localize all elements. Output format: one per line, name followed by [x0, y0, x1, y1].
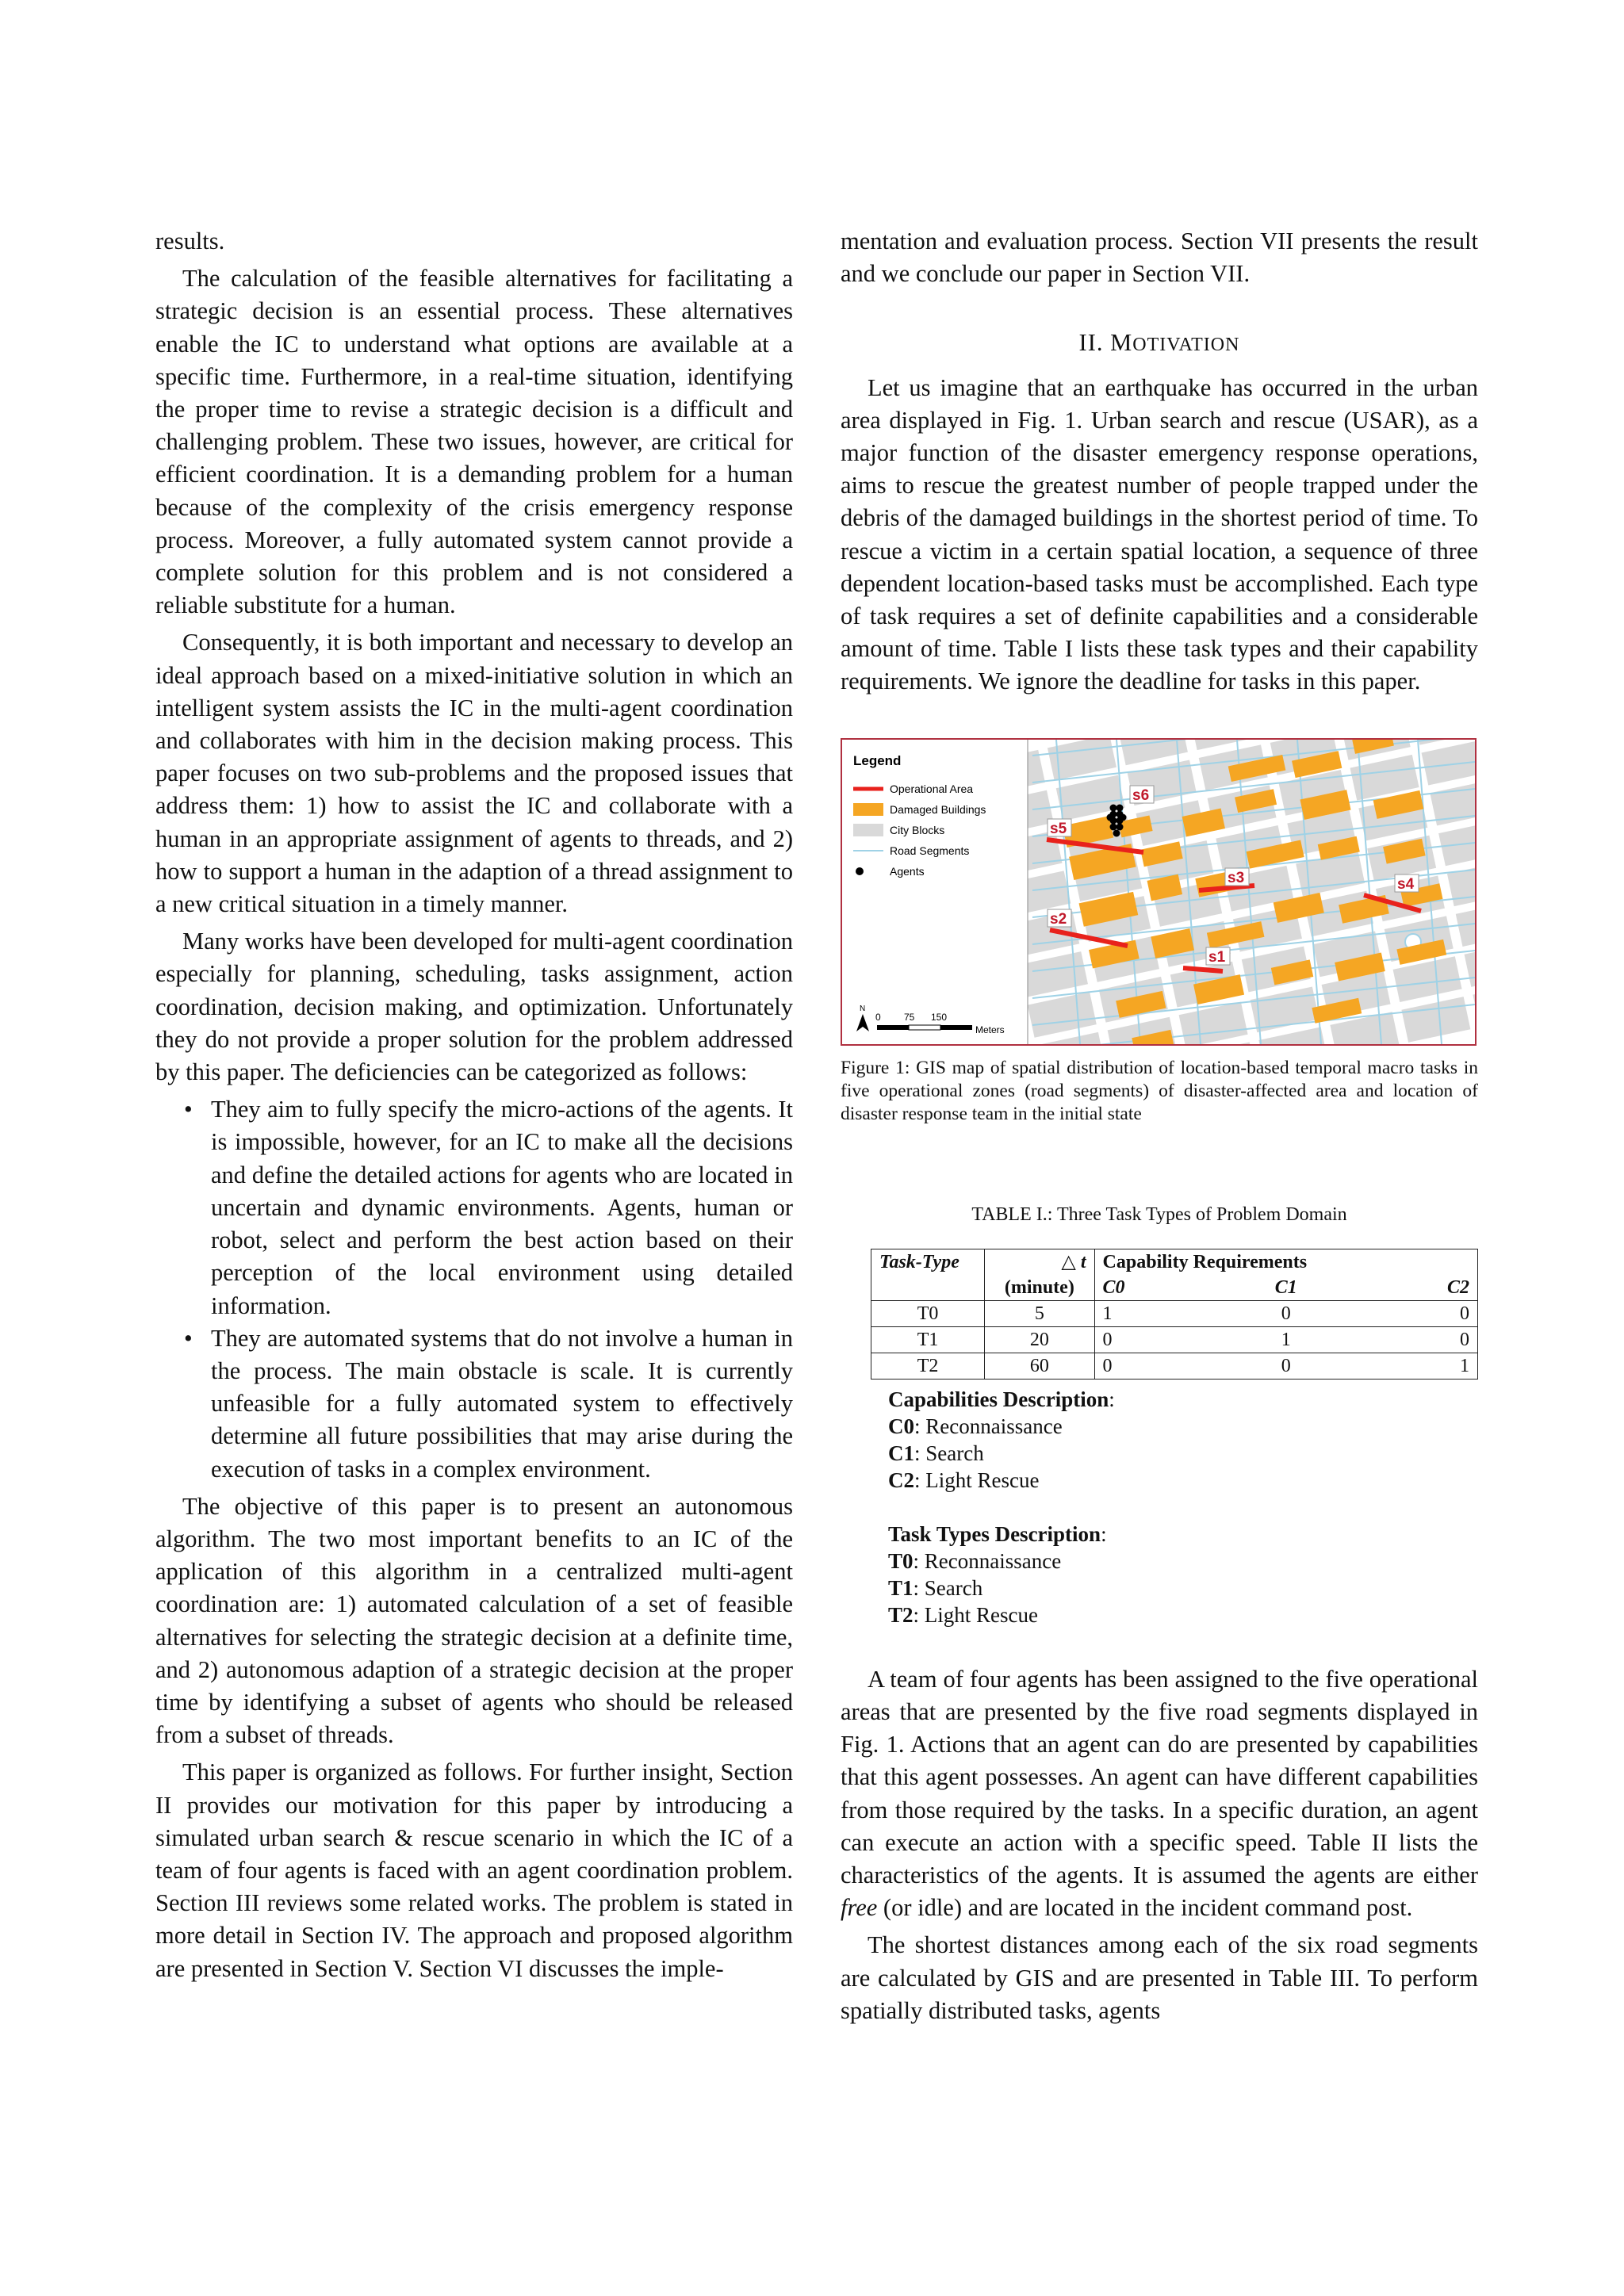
scale-bar — [877, 1025, 972, 1030]
north-label: N — [860, 1004, 866, 1013]
segment-label-s5: s5 — [1050, 820, 1067, 837]
list-item: C0: Reconnaissance — [888, 1414, 1063, 1438]
task-types-description-title: Task Types Description: — [888, 1521, 1107, 1546]
legend-label: Damaged Buildings — [890, 802, 986, 816]
bullet-icon: • — [184, 1096, 193, 1123]
bullet-icon: • — [184, 1324, 193, 1352]
paragraph-shortest-distances: The shortest distances among each of the six road segments are calculated by GIS and are presented in Table III. To perform spatially distributed tasks, agents — [841, 1931, 1478, 2024]
legend-label: City Blocks — [890, 823, 945, 836]
paragraph-feasible-alternatives: The calculation of the feasible alternatives for facilitating a strategic decision is an essential process. These alternatives enable the IC to understand what options are available at a specific time. Furthermore, in a real-time situation, identifying the proper time to revise a strategic decision is a difficult and challenging problem. These two issues, however, are critical for efficient coordination. It is a demanding problem for a human because of the complexity of the crisis emergency response process. Moreover, a fully automated system cannot provide a complete solution for this problem and is not considered a reliable substitute for a human. — [155, 265, 793, 619]
figure-caption: Figure 1: GIS map of spatial distribution of location-based temporal macro tasks in five operational zones (road segments) of disaster-affected area and location of disaster response team in the initial state — [841, 1057, 1478, 1124]
task-types-table — [871, 1249, 1478, 1380]
list-item: C1: Search — [888, 1441, 984, 1465]
list-item: T2: Light Rescue — [888, 1602, 1038, 1627]
segment-label-s3: s3 — [1228, 869, 1245, 886]
paragraph-mixed-initiative: Consequently, it is both important and necessary to develop an ideal approach based on a mixed-initiative solution in which an intelligent system assists the IC in the multi-agent coordination and collaborates with him in the decision making process. This paper focuses on two sub-problems and the proposed issues that address them: 1) how to assist the IC and collaborate with a human in an appropriate assignment of agents to threads, and 2) how to support a human in the adaption of a thread assignment to a new critical situation in a timely manner. — [155, 629, 793, 918]
legend-swatch-damaged — [853, 803, 883, 816]
operational-area-s1 — [1183, 968, 1223, 971]
agent-marker — [1110, 823, 1117, 830]
legend-label: Operational Area — [890, 782, 974, 795]
header-c0: C0 — [1094, 1275, 1222, 1301]
header-task-type: Task-Type — [871, 1249, 985, 1275]
table-row: T1 20 0 1 0 — [871, 1326, 1478, 1353]
list-item: T0: Reconnaissance — [888, 1548, 1062, 1573]
right-column — [841, 225, 1478, 2027]
paragraph-team-agents: A team of four agents has been assigned to the five operational areas that are presented by the five road segments displayed in Fig. 1. Actions that an agent can do are presented by capabilities that this agent possesses. An agent can have different capabilities from those required by the tasks. In a specific duration, an agent can execute an action with a specific speed. Table II lists the characteristics of the agents. It is assumed the agents are either free (or idle) and are located in the incident command post. — [841, 1665, 1478, 1922]
list-item: C2: Light Rescue — [888, 1468, 1040, 1492]
header-c1: C1 — [1222, 1275, 1350, 1301]
deficiency-list — [155, 1093, 793, 1485]
header-capability-requirements: Capability Requirements — [1094, 1249, 1477, 1275]
agent-marker — [1116, 804, 1124, 811]
table-header-row-1 — [871, 1249, 1478, 1275]
gis-map-figure — [841, 738, 1477, 1046]
agent-marker — [1107, 813, 1114, 821]
left-column — [155, 225, 793, 1985]
scale-label-0: 0 — [875, 1011, 881, 1023]
agent-marker — [1116, 823, 1124, 830]
paragraph-earthquake-scenario: Let us imagine that an earthquake has occurred in the urban area displayed in Fig. 1. Urban search and rescue (USAR), as a major function of the disaster emergency response operations, aims to rescue the greatest number of people trapped under the debris of the damaged buildings in the shortest period of time. To rescue a victim in a certain spatial location, a sequence of three dependent location-based tasks must be accomplished. Each type of task requires a set of definite capabilities and a considerable amount of time. Table I lists these task types and their capability requirements. We ignore the deadline for tasks in this paper. — [841, 373, 1478, 695]
paragraph-organization-end: mentation and evaluation process. Section VII presents the result and we conclude our paper in Section VII. — [841, 228, 1478, 288]
paragraph-objective: The objective of this paper is to present an autonomous algorithm. The two most important benefits to an IC of the application of this algorithm in a centralized multi-agent coordination are: 1) automated calculation of a set of feasible alternatives for selecting the strategic decision at a definite time, and 2) autonomous adaption of a strategic decision at the proper time by identifying a subset of agents who should be released from a subset of threads. — [155, 1492, 793, 1749]
deficiency-item-automated: • They are automated systems that do not involve a human in the process. The main obstacle is scale. It is currently unfeasible for a fully automated system to effectively determine all future possibilities that may arise during the execution of tasks in a complex environment. — [155, 1322, 793, 1486]
legend-title: Legend — [853, 752, 902, 768]
legend-label: Road Segments — [890, 844, 970, 857]
capabilities-description: Capabilities Description: C0: Reconnaissance C1: Search C2: Light Rescue Task Types Description: T0: Reconnaissance T1: Search T2: Light Rescue — [888, 1386, 1478, 1628]
paragraph-related-works: Many works have been developed for multi-agent coordination especially for planning, scheduling, tasks assignment, action coordination, decision making, and optimization. Unfortunately they do not provide a proper solution for the problem addressed by this paper. The deficiencies can be categorized as follows: — [155, 928, 793, 1086]
table-row: T2 60 0 0 1 — [871, 1353, 1478, 1379]
scale-label-meters: Meters — [975, 1024, 1005, 1035]
scale-label-150: 150 — [931, 1011, 948, 1023]
legend-swatch-blocks — [853, 824, 883, 836]
gis-map — [842, 740, 1475, 1044]
table-caption: TABLE I.: Three Task Types of Problem Domain — [971, 1203, 1347, 1225]
header-delta-t: △ t — [985, 1249, 1094, 1275]
legend-swatch-agents — [856, 867, 864, 875]
legend-label: Agents — [890, 864, 925, 878]
segment-label-s1: s1 — [1208, 948, 1226, 966]
segment-label-s2: s2 — [1050, 910, 1067, 928]
list-item: T1: Search — [888, 1575, 983, 1600]
agent-marker — [1120, 813, 1127, 821]
header-minute: (minute) — [985, 1275, 1094, 1301]
deficiency-item-micro-actions: • They aim to fully specify the micro-actions of the agents. It is impossible, however, for an IC to make all the decisions and define the detailed actions for agents who are located in uncertain and dynamic environments. Agents, human or robot, select and perform the best action based on their perception of the local environment using detailed information. — [155, 1093, 793, 1322]
segment-label-s4: s4 — [1397, 875, 1415, 893]
table-header-row-2 — [871, 1275, 1478, 1301]
agent-marker — [1113, 829, 1120, 836]
paragraph-organization: This paper is organized as follows. For further insight, Section II provides our motivation for this paper by introducing a simulated urban search & rescue scenario in which the IC of a team of four agents is faced with an agent coordination problem. Section III reviews some related works. The problem is stated in more detail in Section IV. The approach and proposed algorithm are presented in Section V. Section VI discusses the imple- — [155, 1758, 793, 1982]
section-heading-motivation: II. MOTIVATION — [1078, 329, 1240, 357]
scale-label-75: 75 — [904, 1011, 915, 1023]
header-c2: C2 — [1350, 1275, 1477, 1301]
paragraph-results-end: results. — [155, 228, 225, 254]
segment-label-s6: s6 — [1132, 786, 1150, 804]
agent-marker — [1110, 804, 1117, 811]
table-row: T0 5 1 0 0 — [871, 1300, 1478, 1326]
